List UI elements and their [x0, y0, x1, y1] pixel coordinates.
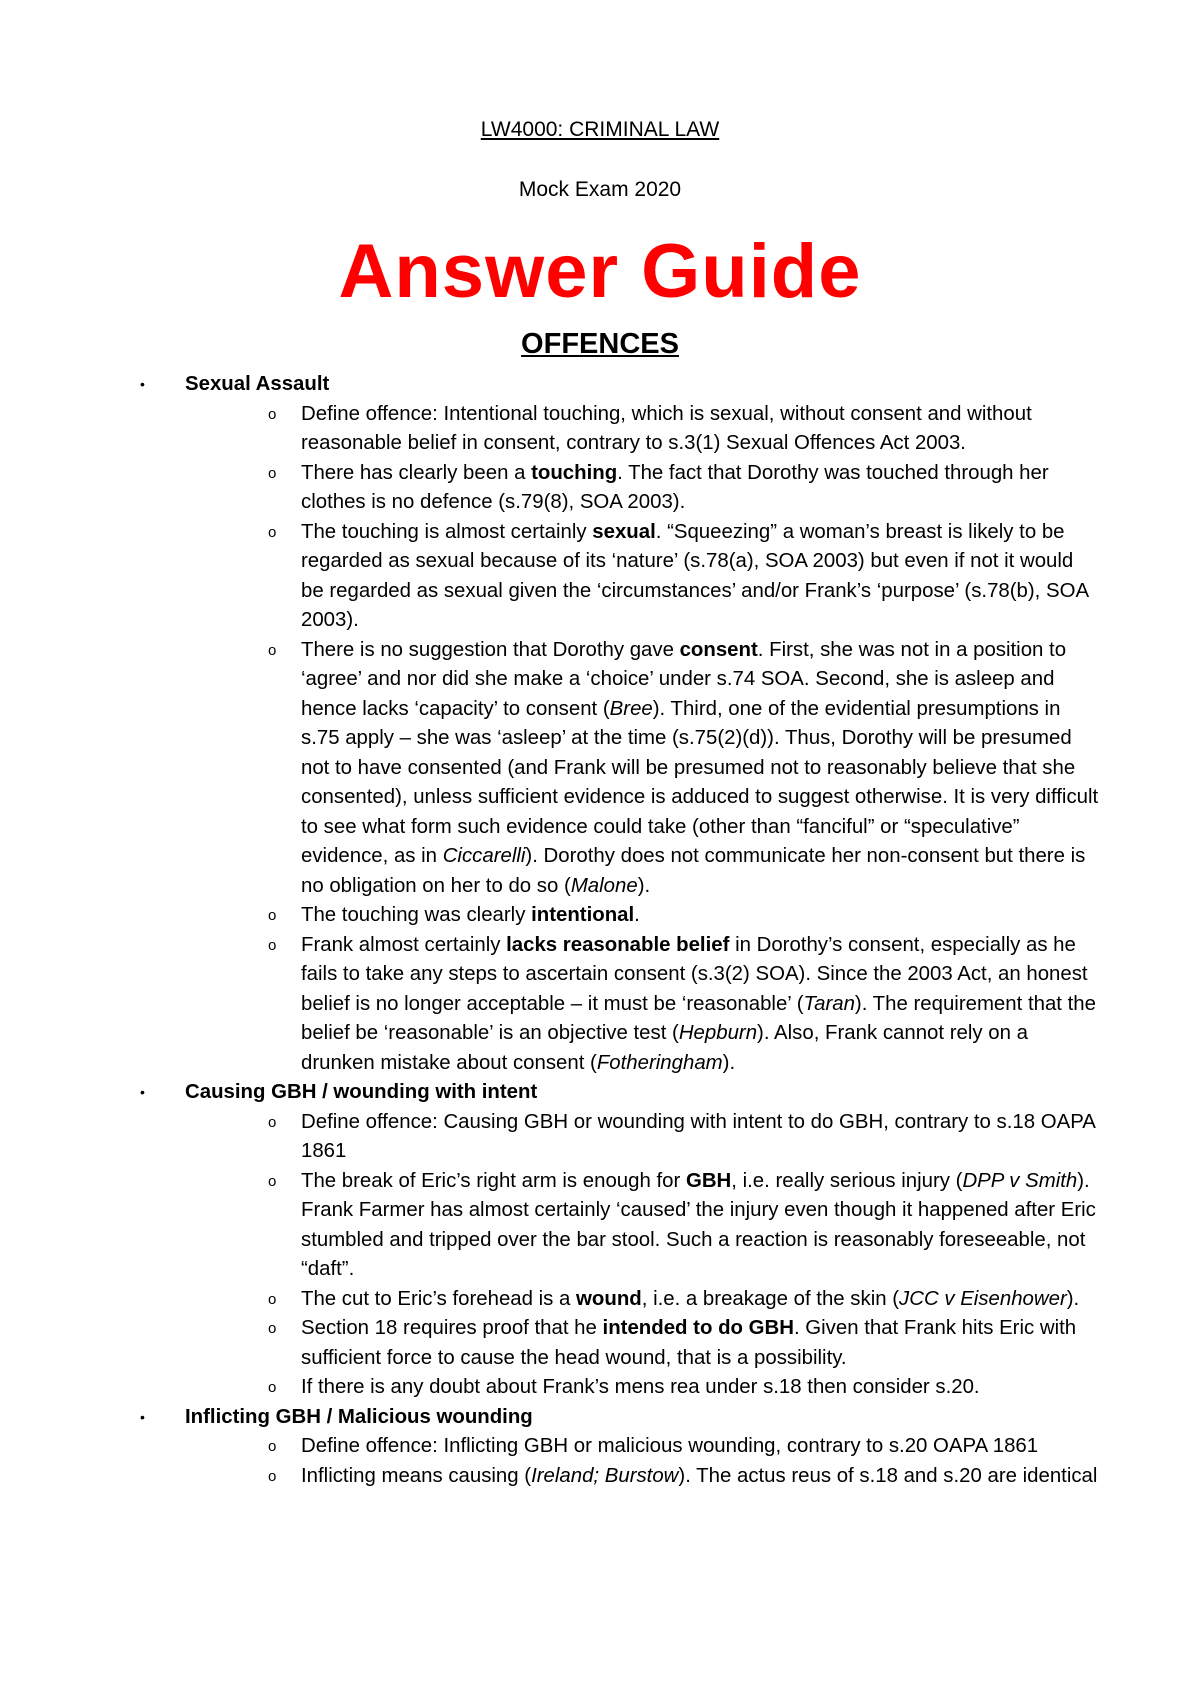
key-term: intentional [531, 904, 635, 926]
point-text [301, 1108, 1100, 1167]
analysis-point [185, 518, 1100, 636]
key-term: touching [531, 461, 618, 484]
case-name: Ireland; Burstow [531, 1464, 679, 1487]
bullet-dot: • [140, 1408, 145, 1425]
text-segment: ). [637, 874, 651, 897]
analysis-point [185, 459, 1100, 518]
bullet-circle: o [268, 1467, 277, 1485]
point-text [301, 518, 1100, 636]
case-name: JCC v Eisenhower [899, 1287, 1067, 1310]
case-name: Hepburn [678, 1022, 758, 1044]
point-text [301, 1373, 1100, 1403]
text-segment: There has clearly been a [301, 461, 532, 484]
text-segment: ). The requirement that the belief be ‘reasonable’ is an objective test ( [301, 992, 1096, 1044]
bullet-circle: o [268, 936, 277, 954]
text-segment: There is no suggestion that Dorothy gave [301, 638, 680, 661]
point-text [301, 1314, 1100, 1373]
analysis-point [185, 1314, 1100, 1373]
key-term: sexual [592, 520, 656, 543]
bullet-circle: o [268, 1113, 277, 1131]
bullet-circle: o [268, 641, 277, 659]
analysis-point [185, 1373, 1100, 1403]
point-text [301, 459, 1100, 518]
key-term: wound [576, 1287, 642, 1310]
analysis-point [185, 1167, 1100, 1285]
exam-title: Mock Exam 2020 [518, 178, 682, 201]
offences-outline [140, 370, 1100, 1491]
text-segment: Section 18 requires proof that he [301, 1317, 603, 1339]
text-segment: Define offence: Causing GBH or wounding with intent to do GBH, contrary to s.18 OAPA 1861 [301, 1110, 1095, 1162]
bullet-circle: o [268, 1379, 277, 1396]
point-text [301, 1462, 1100, 1492]
text-segment: ). Also, Frank cannot rely on a drunken mistake about consent ( [301, 1022, 1028, 1074]
analysis-point [185, 931, 1100, 1079]
point-text [301, 636, 1100, 902]
text-segment: in Dorothy’s consent, especially as he fails to take any steps to ascertain consent (s.3(2) SOA). Since the 2003 Act, an honest belief is no longer acceptable – it must be ‘reasonable’ ( [301, 933, 1088, 1015]
text-segment: ). Dorothy does not communicate her non-consent but there is no obligation on her to do so ( [301, 845, 1086, 897]
case-name: Taran [803, 992, 855, 1015]
text-segment: The touching is almost certainly [301, 520, 593, 543]
key-term: GBH [685, 1169, 732, 1192]
text-segment: ). The actus reus of s.18 and s.20 are identical [678, 1464, 1098, 1487]
bullet-circle: o [268, 464, 277, 482]
analysis-point [185, 1432, 1100, 1462]
case-name: Fotheringham [596, 1051, 723, 1074]
case-name: Malone [570, 874, 638, 897]
offence-item [140, 370, 1100, 1078]
text-segment: ). [722, 1051, 736, 1074]
text-segment: . The fact that Dorothy was touched through her clothes is no defence (s.79(8), SOA 2003). [301, 461, 1049, 513]
text-segment: If there is any doubt about Frank’s mens rea under s.18 then consider s.20. [301, 1376, 980, 1398]
key-term: consent [679, 638, 758, 661]
point-text [301, 400, 1100, 459]
case-name: Bree [609, 697, 653, 720]
analysis-point [185, 1285, 1100, 1315]
text-segment: . First, she was not in a position to ‘agree’ and nor did she make a ‘choice’ under s.74 SOA. Second, she is asleep and hence lacks ‘capacity’ to consent ( [301, 638, 1067, 720]
point-text [301, 901, 1100, 931]
bullet-circle: o [268, 405, 277, 423]
text-segment: Define offence: Inflicting GBH or malicious wounding, contrary to s.20 OAPA 1861 [301, 1435, 1039, 1457]
answer-guide-title: Answer Guide [338, 229, 862, 314]
point-text [301, 1432, 1100, 1462]
bullet-dot: • [140, 1084, 145, 1100]
text-segment: . “Squeezing” a woman’s breast is likely to be regarded as sexual because of its ‘nature’ (s.78(a), SOA 2003) but even if not it would be regarded as sexual given the ‘circumstances’ and/or Frank’s ‘purpose’ (s.78(b), SOA 2003). [301, 520, 1088, 631]
course-title: LW4000: CRIMINAL LAW [480, 118, 720, 141]
point-text [301, 1167, 1100, 1285]
analysis-point [185, 901, 1100, 931]
text-segment: , i.e. really serious injury ( [731, 1169, 963, 1192]
point-text [301, 1285, 1100, 1315]
text-segment: Frank almost certainly [301, 933, 507, 956]
bullet-circle: o [268, 1320, 277, 1337]
analysis-point [185, 400, 1100, 459]
text-segment: The touching was clearly [301, 904, 532, 926]
offence-item [140, 1078, 1100, 1403]
offence-name: Causing GBH / wounding with intent [185, 1081, 538, 1103]
offences-heading: OFFENCES [521, 328, 679, 360]
text-segment: The break of Eric’s right arm is enough for [301, 1169, 686, 1192]
offence-points [185, 1432, 1100, 1491]
key-term: lacks reasonable belief [506, 933, 730, 956]
analysis-point [185, 636, 1100, 902]
offence-item [140, 1403, 1100, 1492]
text-segment: The cut to Eric’s forehead is a [301, 1287, 577, 1310]
bullet-circle: o [268, 523, 277, 541]
analysis-point [185, 1462, 1100, 1492]
bullet-circle: o [268, 1438, 277, 1455]
text-segment: ). Third, one of the evidential presumptions in s.75 apply – she was ‘asleep’ at the time (s.75(2)(d)). Thus, Dorothy will be presumed not to have consented (and Frank will be presumed not to reasonably believe that she consented), unless sufficient evidence is adduced to suggest otherwise. It is very difficult to see what form such evidence could take (other than “fanciful” or “speculative” evidence, as in [301, 697, 1099, 867]
offence-name: Inflicting GBH / Malicious wounding [185, 1405, 533, 1428]
text-segment: ). [1066, 1287, 1080, 1310]
key-term: intended to do GBH [602, 1317, 794, 1339]
text-segment: Define offence: Intentional touching, which is sexual, without consent and without reasonable belief in consent, contrary to s.3(1) Sexual Offences Act 2003. [301, 402, 1032, 454]
text-segment: ). Frank Farmer has almost certainly ‘caused’ the injury even though it happened after Eric stumbled and tripped over the bar stool. Such a reaction is reasonably foreseeable, not “daft”. [301, 1169, 1096, 1280]
offence-name: Sexual Assault [185, 373, 330, 395]
text-segment: Inflicting means causing ( [301, 1464, 532, 1487]
bullet-circle: o [268, 1290, 277, 1308]
bullet-circle: o [268, 907, 277, 924]
text-segment: . [634, 904, 640, 926]
bullet-dot: • [140, 376, 145, 392]
point-text [301, 931, 1100, 1079]
analysis-point [185, 1108, 1100, 1167]
case-name: Ciccarelli [442, 845, 526, 867]
bullet-circle: o [268, 1172, 277, 1190]
offence-points [185, 1108, 1100, 1403]
case-name: DPP v Smith [962, 1169, 1078, 1192]
text-segment: , i.e. a breakage of the skin ( [641, 1287, 900, 1310]
text-segment: . Given that Frank hits Eric with sufficient force to cause the head wound, that is a possibility. [301, 1317, 1077, 1369]
offence-points [185, 400, 1100, 1079]
